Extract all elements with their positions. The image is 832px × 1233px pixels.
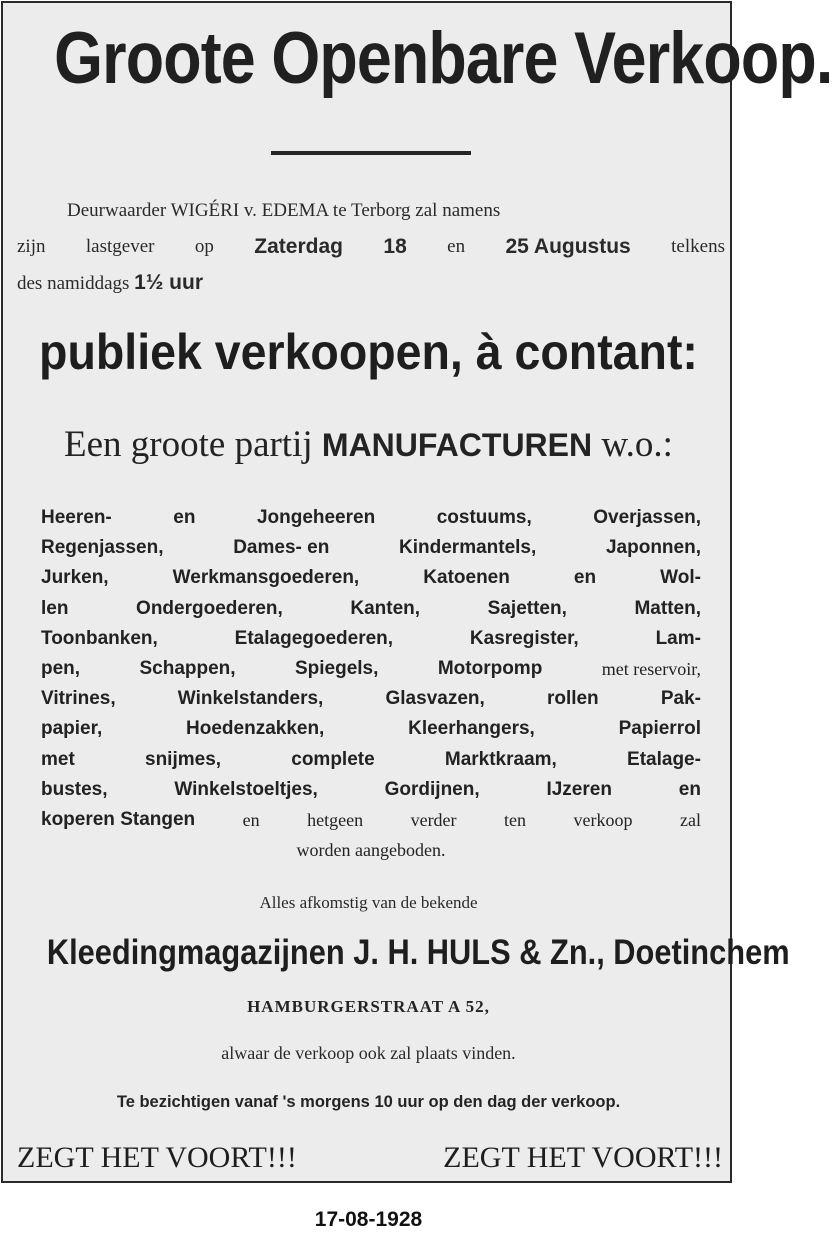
goods-line [41, 775, 701, 805]
goods-word: en [573, 567, 597, 589]
goods-line [41, 745, 701, 775]
goods-word: Marktkraam, [444, 748, 557, 770]
publication-date: 17-08-1928 [314, 1208, 423, 1231]
word: op [194, 236, 214, 257]
origin-note: Alles afkomstig van de bekende [259, 893, 478, 912]
intro-line-1: Deurwaarder WIGÉRI v. EDEMA te Terborg zal namens [67, 200, 501, 221]
goods-word: Heeren- [41, 507, 112, 528]
goods-line [41, 594, 701, 624]
goods-line [41, 624, 701, 654]
goods-word: zal [679, 810, 701, 831]
goods-word: Sajetten, [487, 597, 567, 619]
firm-address: HAMBURGERSTRAAT A 52, [247, 997, 490, 1016]
goods-word: worden aangeboden. [296, 840, 446, 861]
goods-word: koperen Stangen [41, 809, 196, 831]
title-divider [271, 151, 471, 155]
intro-text [17, 193, 725, 302]
goods-word: snijmes, [145, 748, 222, 770]
ad-title: Groote Openbare Verkoop. [54, 18, 832, 99]
goods-word: en [678, 778, 701, 800]
goods-word: Winkelstanders, [177, 688, 324, 710]
goods-word: Jongeheeren [256, 507, 376, 528]
word: lastgever [85, 236, 155, 257]
intro-line-2 [17, 229, 725, 265]
advertisement [1, 1, 832, 1183]
sale-location-note: alwaar de verkoop ook zal plaats vinden. [221, 1043, 516, 1063]
date-word: Zaterdag [254, 235, 343, 258]
goods-line [41, 503, 701, 533]
goods-word: Dames- en [233, 537, 330, 559]
slogan-left: ZEGT HET VOORT!!! [17, 1141, 297, 1174]
goods-word: Matten, [634, 597, 701, 619]
goods-word: Toonbanken, [41, 627, 158, 649]
slogan-right: ZEGT HET VOORT!!! [443, 1141, 723, 1174]
goods-word: Glasvazen, [385, 688, 485, 710]
goods-word: Kleerhangers, [408, 718, 535, 740]
goods-word: Spiegels, [294, 658, 379, 680]
goods-line [41, 714, 701, 744]
goods-word: en [242, 810, 260, 831]
time-word: 1½ uur [134, 271, 204, 294]
goods-word: papier, [41, 718, 103, 740]
goods-line [41, 563, 701, 593]
goods-word: met [41, 748, 75, 770]
goods-word: hetgeen [307, 810, 364, 831]
goods-word: Lam- [655, 627, 701, 649]
goods-line [41, 684, 701, 714]
goods-word: Overjassen, [593, 507, 701, 528]
goods-word: met reservoir, [601, 659, 701, 680]
goods-word: verkoop [573, 810, 633, 831]
goods-word: verder [410, 810, 457, 831]
sale-headline: publiek verkoopen, à contant: [39, 324, 698, 380]
goods-word: Kanten, [350, 597, 421, 619]
goods-line [41, 805, 701, 835]
goods-word: complete [291, 748, 375, 770]
goods-word: Papierrol [618, 718, 701, 740]
goods-word: Kindermantels, [399, 537, 537, 559]
intro-line-3 [17, 265, 725, 302]
goods-word: Gordijnen, [384, 778, 480, 800]
goods-word: Etalage- [627, 748, 701, 770]
goods-word: Katoenen [423, 567, 510, 589]
word: des namiddags [17, 273, 135, 294]
goods-word: costuums, [436, 507, 532, 528]
partij-prefix: Een groote partij [64, 424, 322, 465]
goods-word: Werkmansgoederen, [172, 567, 360, 589]
date-word: 25 Augustus [505, 235, 631, 258]
goods-list [41, 503, 701, 865]
goods-word: Etalagegoederen, [234, 627, 394, 649]
date-word: 18 [383, 235, 407, 258]
goods-word: Ondergoederen, [136, 597, 283, 619]
goods-word: Hoedenzakken, [186, 718, 325, 740]
partij-line [3, 423, 734, 466]
goods-line [41, 533, 701, 563]
goods-word: rollen [546, 688, 599, 710]
goods-word: IJzeren [546, 778, 612, 800]
goods-word: Winkelstoeltjes, [174, 778, 318, 800]
goods-word: bustes, [41, 778, 108, 800]
goods-word: Schappen, [139, 658, 236, 680]
goods-word: Japonnen, [605, 537, 701, 559]
goods-line [41, 835, 701, 865]
goods-word: en [173, 507, 196, 528]
goods-word: Kasregister, [469, 627, 579, 649]
goods-word: pen, [41, 658, 81, 680]
partij-suffix: w.o.: [592, 424, 673, 465]
goods-word: Motorpomp [437, 658, 543, 680]
word: en [447, 236, 466, 257]
goods-line [41, 654, 701, 684]
partij-goods: MANUFACTUREN [321, 427, 593, 463]
firm-name: Kleedingmagazijnen J. H. HULS & Zn., Doetinchem [46, 933, 790, 972]
goods-word: Pak- [660, 688, 701, 710]
slogan-row [17, 1141, 723, 1175]
viewing-note: Te bezichtigen vanaf 's morgens 10 uur op den dag der verkoop. [116, 1093, 621, 1111]
word: telkens [671, 236, 725, 257]
goods-word: ten [504, 810, 527, 831]
goods-word: len [41, 597, 69, 619]
goods-word: Wol- [660, 567, 701, 589]
word: zijn [17, 236, 46, 257]
goods-word: Vitrines, [41, 688, 116, 710]
goods-word: Jurken, [41, 567, 109, 589]
goods-word: Regenjassen, [41, 537, 164, 559]
